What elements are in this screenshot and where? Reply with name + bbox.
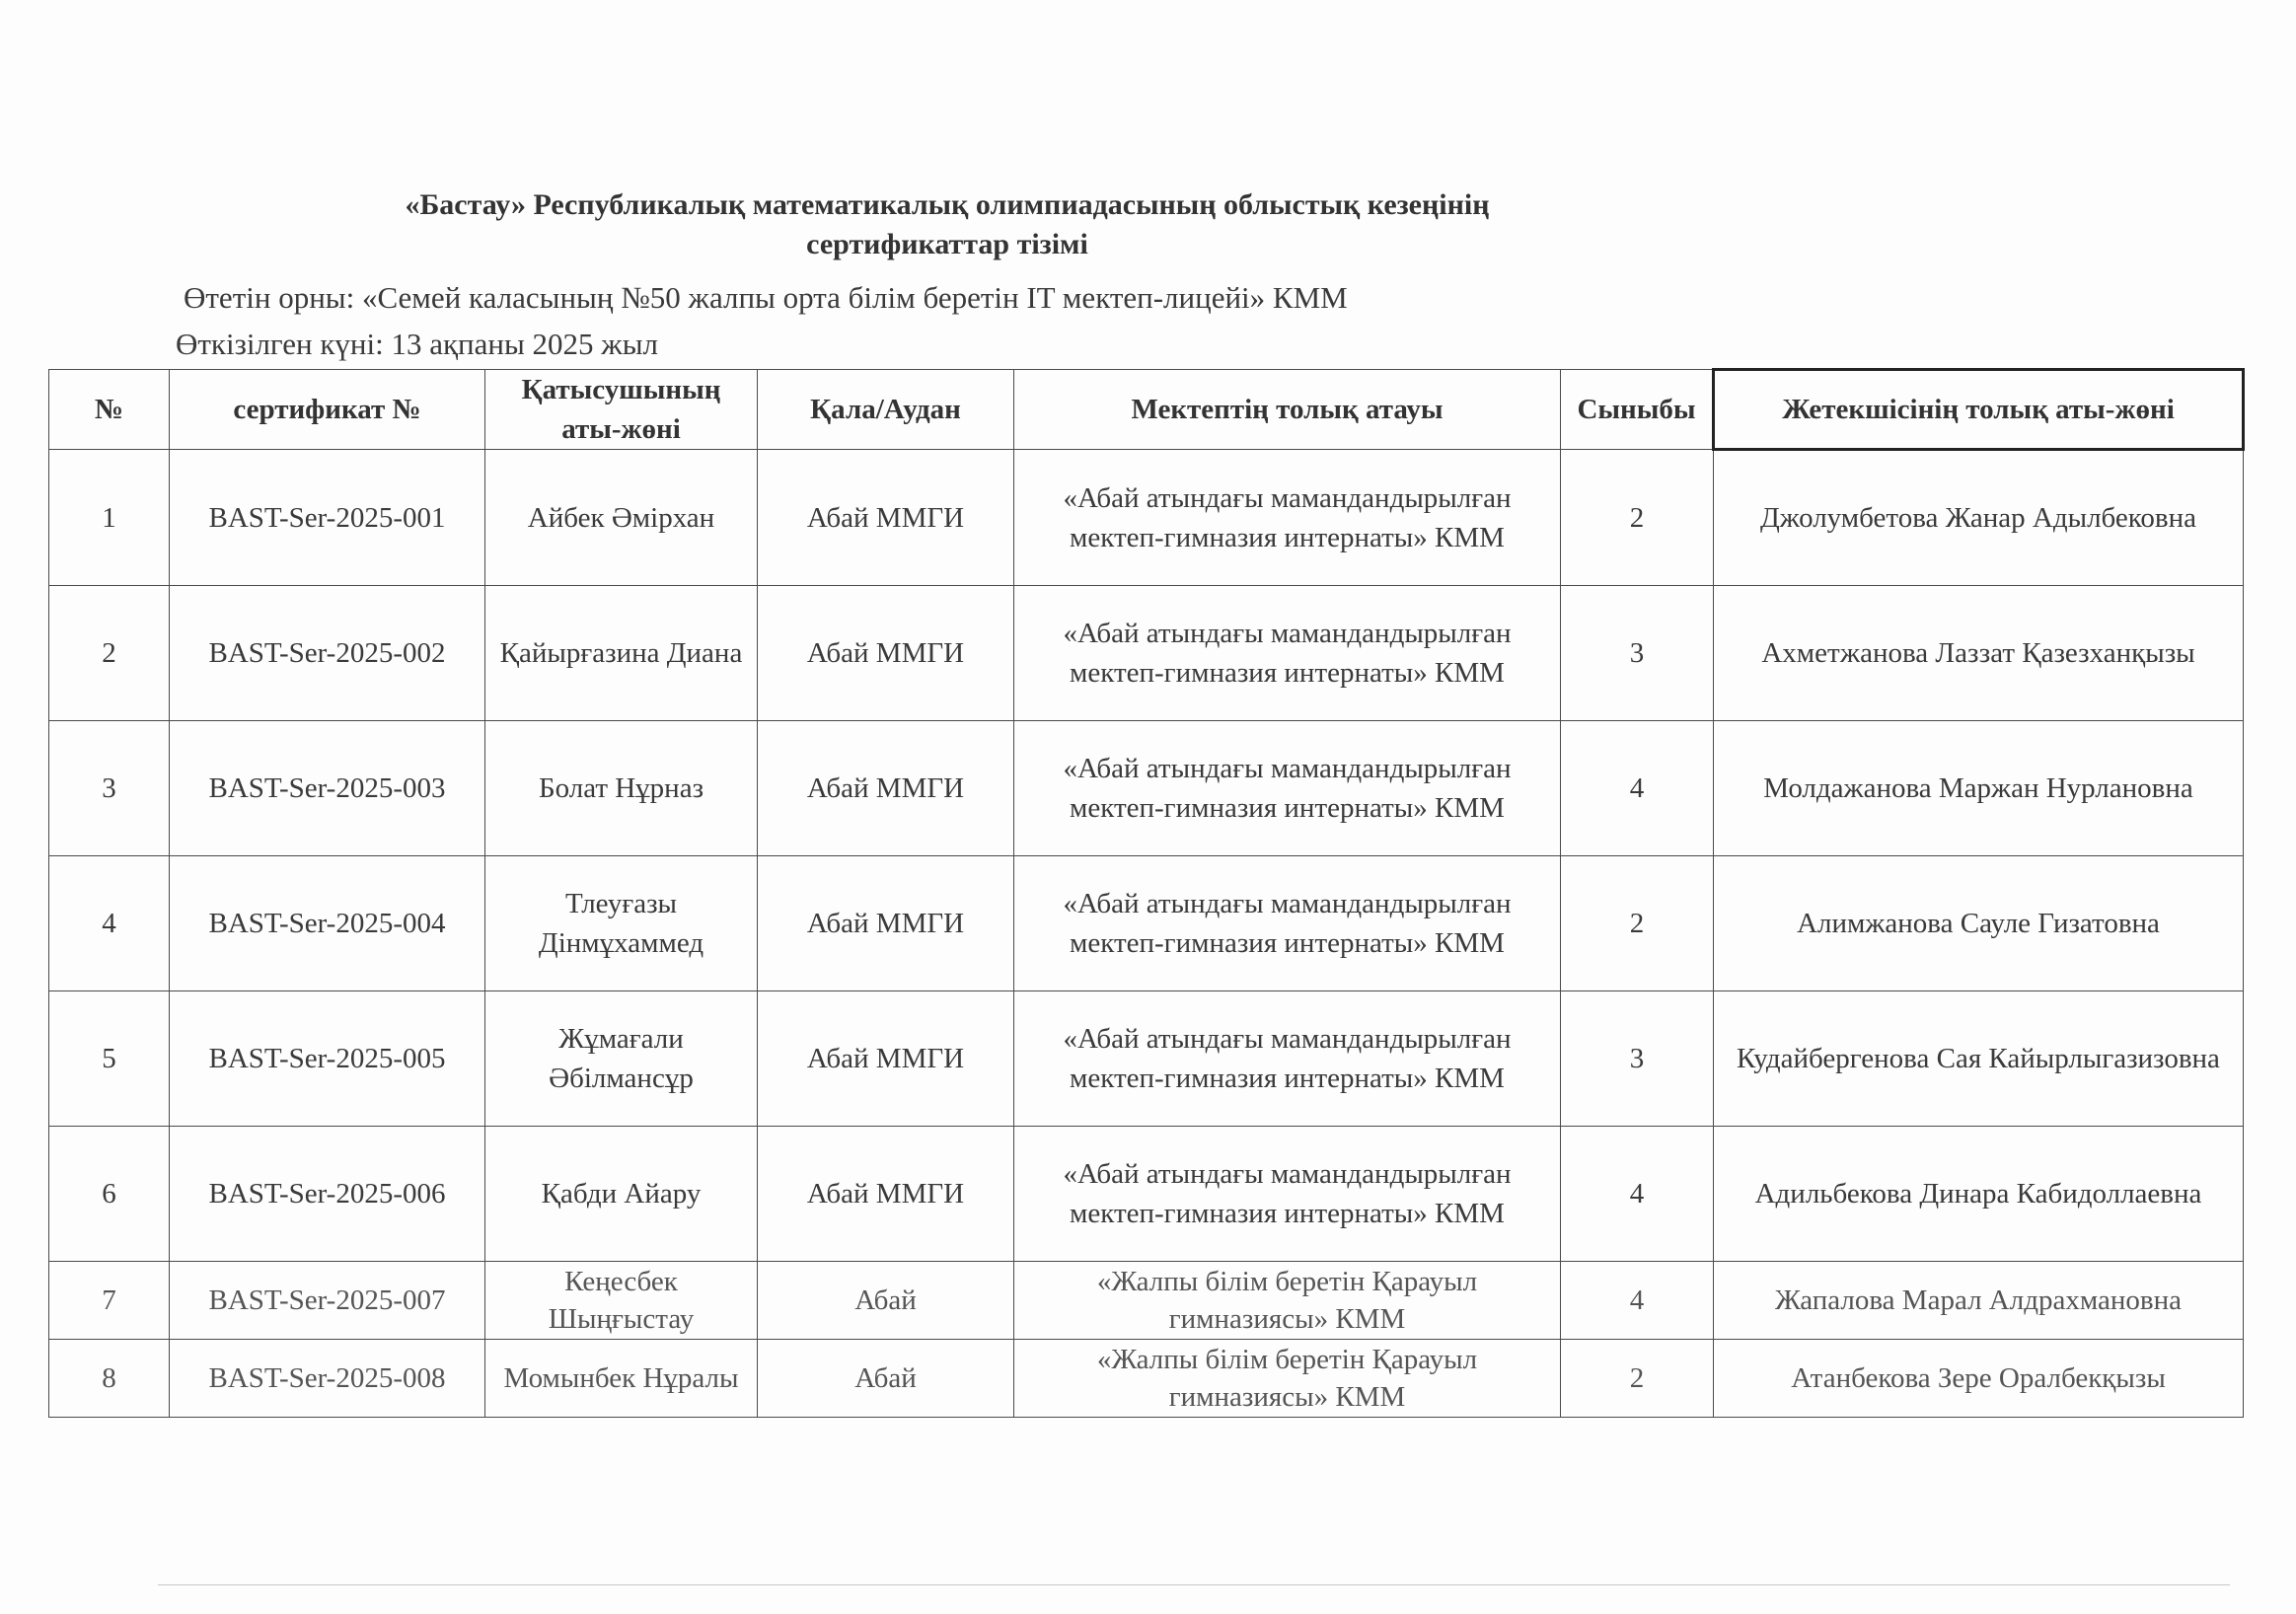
cell-participant: Кеңесбек Шыңғыстау [485, 1262, 758, 1340]
cell-participant: Қабди Айару [485, 1127, 758, 1262]
cell-leader: Молдажанова Маржан Нурлановна [1714, 721, 2244, 856]
cell-city: Абай [758, 1262, 1014, 1340]
table-row [49, 586, 2244, 721]
cell-school: «Жалпы білім беретін Қарауыл гимназиясы» КММ [1014, 1340, 1561, 1418]
cell-leader: Ахметжанова Лаззат Қазезханқызы [1714, 586, 2244, 721]
cell-cert: BAST-Ser-2025-003 [170, 721, 485, 856]
cell-school: «Абай атындағы мамандандырылған мектеп-гимназия интернаты» КММ [1014, 721, 1561, 856]
cell-cert: BAST-Ser-2025-007 [170, 1262, 485, 1340]
cell-num: 1 [49, 450, 170, 586]
table-row [49, 450, 2244, 586]
cell-school: «Абай атындағы мамандандырылған мектеп-гимназия интернаты» КММ [1014, 586, 1561, 721]
header-num: № [49, 370, 170, 450]
cell-num: 7 [49, 1262, 170, 1340]
cell-cert: BAST-Ser-2025-005 [170, 991, 485, 1127]
cell-school: «Абай атындағы мамандандырылған мектеп-гимназия интернаты» КММ [1014, 856, 1561, 991]
cell-city: Абай [758, 1340, 1014, 1418]
cell-participant: Момынбек Нұралы [485, 1340, 758, 1418]
document-title-line-2: сертификаттар тізімі [806, 228, 1088, 260]
cell-leader: Джолумбетова Жанар Адылбековна [1714, 450, 2244, 586]
cell-grade: 3 [1561, 586, 1714, 721]
cell-cert: BAST-Ser-2025-006 [170, 1127, 485, 1262]
cell-grade: 2 [1561, 856, 1714, 991]
cell-cert: BAST-Ser-2025-001 [170, 450, 485, 586]
cell-num: 6 [49, 1127, 170, 1262]
table-row [49, 1340, 2244, 1418]
header-school: Мектептің толық атауы [1014, 370, 1561, 450]
cell-city: Абай ММГИ [758, 450, 1014, 586]
cell-participant: Болат Нұрназ [485, 721, 758, 856]
cell-city: Абай ММГИ [758, 856, 1014, 991]
cell-num: 5 [49, 991, 170, 1127]
cell-leader: Алимжанова Сауле Гизатовна [1714, 856, 2244, 991]
table-row [49, 721, 2244, 856]
cell-cert: BAST-Ser-2025-002 [170, 586, 485, 721]
cell-grade: 4 [1561, 721, 1714, 856]
header-grade: Сыныбы [1561, 370, 1714, 450]
header-cert: сертификат № [170, 370, 485, 450]
header-participant: Қатысушының аты-жөні [485, 370, 758, 450]
cell-grade: 2 [1561, 1340, 1714, 1418]
cell-participant: Жұмағали Әбілмансұр [485, 991, 758, 1127]
cell-grade: 3 [1561, 991, 1714, 1127]
table-header-row [49, 370, 2244, 450]
date-text: Өткізілген күні: 13 ақпаны 2025 жыл [176, 327, 659, 361]
cell-num: 4 [49, 856, 170, 991]
cell-school: «Абай атындағы мамандандырылған мектеп-гимназия интернаты» КММ [1014, 1127, 1561, 1262]
cell-city: Абай ММГИ [758, 721, 1014, 856]
venue-text: Өтетін орны: «Семей каласының №50 жалпы орта білім беретін IT мектеп-лицейі» КММ [184, 280, 1348, 315]
table-row [49, 1262, 2244, 1340]
cell-participant: Тлеуғазы Дінмұхаммед [485, 856, 758, 991]
cell-school: «Абай атындағы мамандандырылған мектеп-гимназия интернаты» КММ [1014, 991, 1561, 1127]
cell-num: 2 [49, 586, 170, 721]
cell-grade: 4 [1561, 1262, 1714, 1340]
header-city: Қала/Аудан [758, 370, 1014, 450]
cell-leader: Жапалова Марал Алдрахмановна [1714, 1262, 2244, 1340]
cell-num: 8 [49, 1340, 170, 1418]
cell-participant: Қайырғазина Диана [485, 586, 758, 721]
cell-city: Абай ММГИ [758, 586, 1014, 721]
table-row [49, 856, 2244, 991]
scan-artifact-line [158, 1584, 2230, 1585]
cell-participant: Айбек Әмірхан [485, 450, 758, 586]
cell-leader: Кудайбергенова Сая Кайырлыгазизовна [1714, 991, 2244, 1127]
certificates-table [48, 368, 2245, 1418]
header-leader: Жетекшісінің толық аты-жөні [1714, 370, 2244, 450]
cell-city: Абай ММГИ [758, 1127, 1014, 1262]
cell-school: «Абай атындағы мамандандырылған мектеп-гимназия интернаты» КММ [1014, 450, 1561, 586]
cell-cert: BAST-Ser-2025-004 [170, 856, 485, 991]
table-row [49, 1127, 2244, 1262]
cell-leader: Атанбекова Зере Оралбекқызы [1714, 1340, 2244, 1418]
cell-leader: Адильбекова Динара Кабидоллаевна [1714, 1127, 2244, 1262]
cell-grade: 2 [1561, 450, 1714, 586]
cell-num: 3 [49, 721, 170, 856]
table-row [49, 991, 2244, 1127]
cell-grade: 4 [1561, 1127, 1714, 1262]
cell-cert: BAST-Ser-2025-008 [170, 1340, 485, 1418]
cell-school: «Жалпы білім беретін Қарауыл гимназиясы» КММ [1014, 1262, 1561, 1340]
document-title-line-1: «Бастау» Республикалық математикалық олимпиадасының облыстық кезеңінің [405, 188, 1490, 221]
cell-city: Абай ММГИ [758, 991, 1014, 1127]
